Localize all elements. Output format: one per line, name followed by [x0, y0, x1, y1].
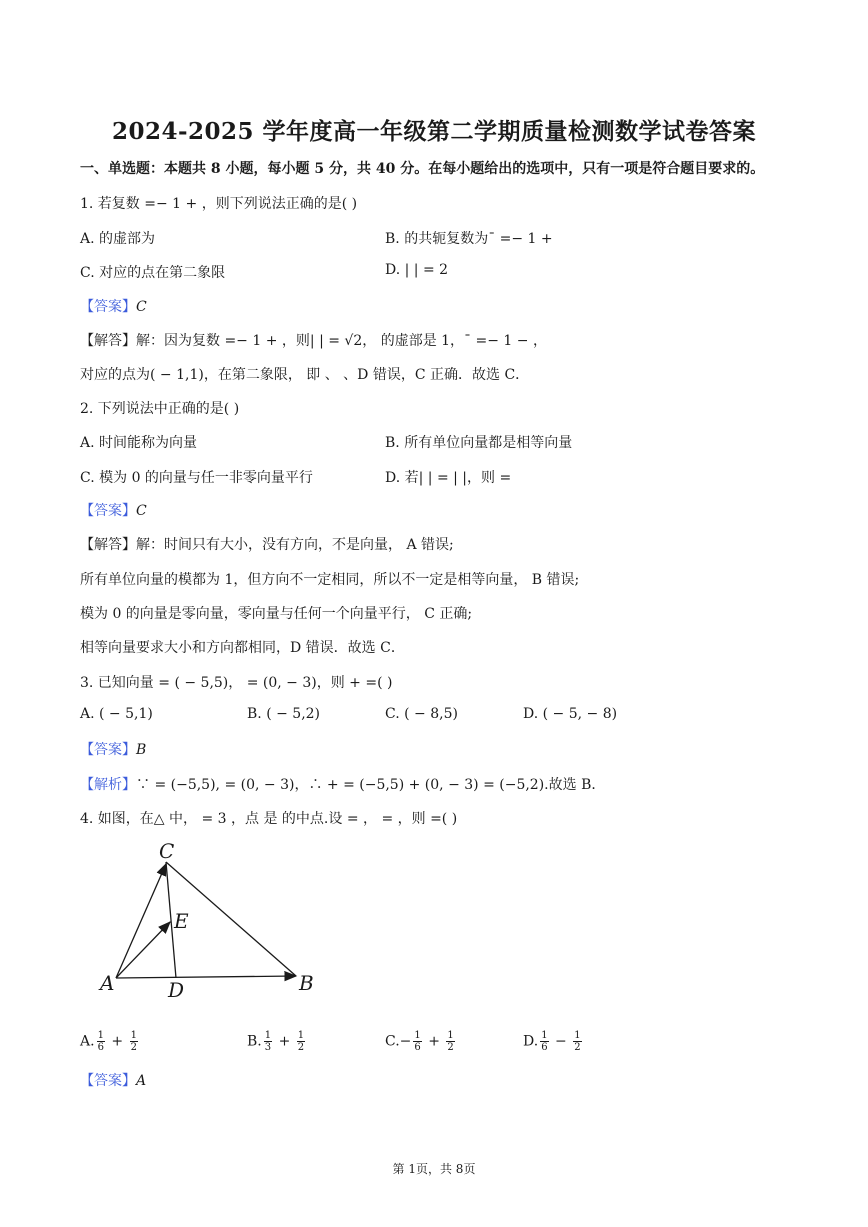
solution-text: 解：时间只有大小，没有方向，不是向量， A 错误;: [136, 537, 454, 553]
answer-tag: 【答案】: [80, 503, 136, 519]
q2-solution-line1: [80, 534, 454, 554]
option-operator: −: [550, 1033, 572, 1050]
q4-option-c: [385, 1030, 457, 1053]
page-footer: 第 1页，共 8页: [392, 1162, 476, 1176]
option-operator: +: [106, 1033, 128, 1050]
option-letter: C.: [385, 1033, 400, 1050]
triangle-figure: [96, 840, 326, 1000]
q2-solution-line4: 相等向量要求大小和方向都相同，D 错误．故选 C．: [80, 640, 405, 656]
q1-stem: 1. 若复数 =− 1 + ，则下列说法正确的是( ): [80, 196, 358, 212]
option-letter: B.: [247, 1033, 262, 1050]
fraction-denominator: 2: [447, 1042, 454, 1053]
section-heading: 一、单选题：本题共 8 小题，每小题 5 分，共 40 分。在每小题给出的选项中，只有一项是符合题目要求的。: [80, 161, 765, 177]
page-title: 2024-2025 学年度高一年级第二学期质量检测数学试卷答案: [111, 118, 757, 145]
q2-option-a: A. 时间能称为向量: [80, 435, 198, 451]
q3-option-b: B. ( − 5,2): [247, 706, 321, 722]
q3-option-d: D. ( − 5, − 8): [523, 706, 618, 722]
q1-solution-line1: [80, 330, 547, 350]
fraction-denominator: 6: [97, 1042, 104, 1053]
fraction-denominator: 6: [541, 1042, 548, 1053]
fraction-denominator: 2: [130, 1042, 137, 1053]
option-letter: A.: [80, 1033, 95, 1050]
fraction-numerator: 1: [574, 1030, 581, 1041]
solution-text: 解：因为复数 =− 1 + ，则| | = √2， 的虚部是 1，¯ =− 1 − ，: [136, 333, 547, 349]
fraction-denominator: 2: [574, 1042, 581, 1053]
answer-value: A: [136, 1073, 147, 1089]
fraction: [130, 1030, 138, 1053]
fraction: [446, 1030, 454, 1053]
q4-stem: 4. 如图，在△ 中， = 3 ，点 是 的中点.设 = ， = ，则 =( ): [80, 811, 458, 827]
q4-option-a: [80, 1030, 140, 1053]
q1-option-a: A. 的虚部为: [80, 231, 156, 247]
q2-answer: [80, 500, 147, 520]
option-letter: D.: [523, 1033, 539, 1050]
q1-option-d: D. | | = 2: [385, 262, 449, 278]
label-a: A: [100, 971, 115, 995]
fraction-numerator: 1: [541, 1030, 548, 1041]
fraction: [97, 1030, 105, 1053]
q2-solution-line2: 所有单位向量的模都为 1，但方向不一定相同，所以不一定是相等向量， B 错误;: [80, 572, 580, 588]
fraction-numerator: 1: [447, 1030, 454, 1041]
analysis-text: ∵ = (−5,5), = (0, − 3)，∴ + = (−5,5) + (0, − 3) = (−5,2).故选 B．: [136, 777, 606, 793]
answer-value: C: [136, 299, 147, 315]
q4-option-d: [523, 1030, 584, 1053]
label-e: E: [174, 909, 189, 933]
vector-ae: [116, 922, 170, 978]
fraction: [413, 1030, 421, 1053]
fraction-numerator: 1: [130, 1030, 137, 1041]
q4-option-b: [247, 1030, 307, 1053]
label-d: D: [168, 978, 185, 1000]
fraction: [264, 1030, 272, 1053]
answer-tag: 【答案】: [80, 1073, 136, 1089]
q3-option-c: C. ( − 8,5): [385, 706, 458, 722]
q2-option-c: C. 模为 0 的向量与任一非零向量平行: [80, 470, 313, 486]
q2-option-b: B. 所有单位向量都是相等向量: [385, 435, 573, 451]
fraction-numerator: 1: [97, 1030, 104, 1041]
answer-tag: 【答案】: [80, 742, 136, 758]
q1-option-b: B. 的共轭复数为¯ =− 1 +: [385, 231, 553, 247]
fraction-numerator: 1: [414, 1030, 421, 1041]
fraction-denominator: 2: [297, 1042, 305, 1053]
fraction: [540, 1030, 548, 1053]
label-b: B: [299, 971, 314, 995]
option-operator: +: [274, 1033, 295, 1050]
analysis-tag: 【解析】: [80, 777, 136, 793]
q2-option-d: D. 若| | = | |，则 =: [385, 470, 512, 486]
option-sign: −: [399, 1033, 412, 1050]
fraction: [297, 1030, 305, 1053]
solution-tag: 【解答】: [80, 333, 136, 349]
label-c: C: [159, 840, 175, 863]
answer-value: C: [136, 503, 147, 519]
answer-tag: 【答案】: [80, 299, 136, 315]
fraction-denominator: 3: [264, 1042, 272, 1053]
q2-stem: 2. 下列说法中正确的是( ): [80, 401, 240, 417]
vector-ab: [116, 976, 296, 978]
q3-stem: 3. 已知向量 = ( − 5,5)， = (0, − 3)，则 + =( ): [80, 675, 393, 691]
q3-option-a: A. ( − 5,1): [80, 706, 153, 722]
q4-answer: [80, 1070, 146, 1090]
fraction: [573, 1030, 581, 1053]
vector-ac: [116, 864, 166, 978]
q1-option-c: C. 对应的点在第二象限: [80, 265, 226, 281]
q1-answer: [80, 296, 147, 316]
q1-solution-line2: 对应的点为( − 1,1)，在第二象限， 即 、 、D 错误，C 正确．故选 C．: [80, 367, 530, 383]
fraction-numerator: 1: [264, 1030, 272, 1041]
answer-value: B: [136, 742, 147, 758]
q3-answer: [80, 739, 146, 759]
q2-solution-line3: 模为 0 的向量是零向量，零向量与任何一个向量平行， C 正确;: [80, 606, 473, 622]
solution-tag: 【解答】: [80, 537, 136, 553]
q3-analysis: [80, 774, 605, 794]
fraction-denominator: 6: [414, 1042, 421, 1053]
option-operator: +: [423, 1033, 445, 1050]
fraction-numerator: 1: [297, 1030, 305, 1041]
